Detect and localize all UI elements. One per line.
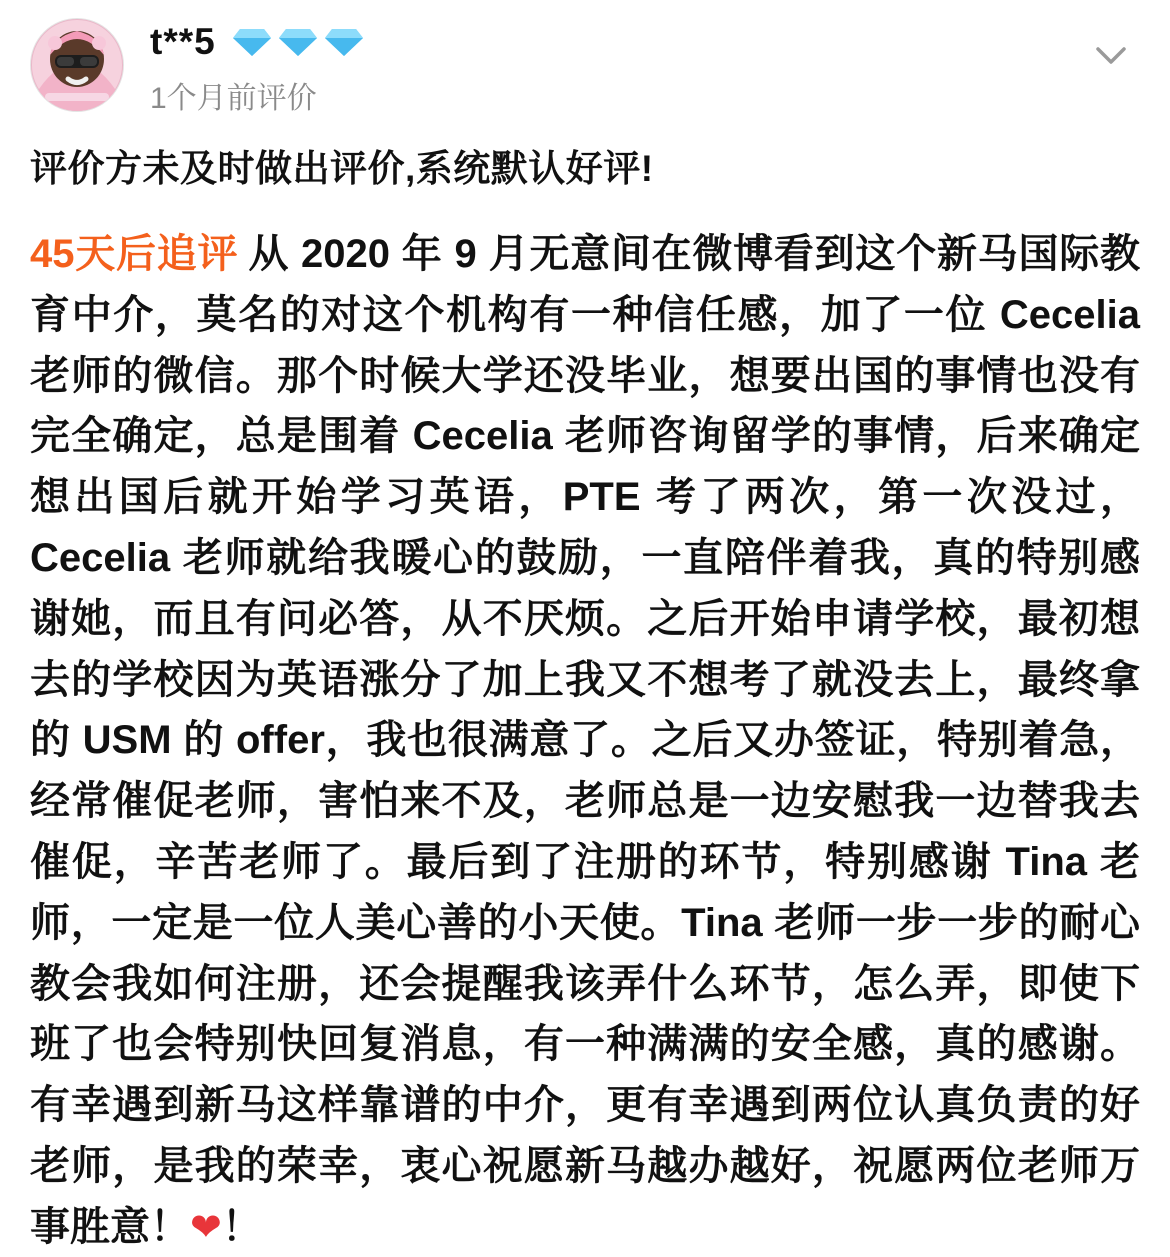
review-date: 1个月前评价 <box>150 81 317 115</box>
followup-review <box>30 224 1140 1257</box>
avatar[interactable] <box>30 18 124 112</box>
name-line <box>150 22 364 63</box>
user-name: t**5 <box>150 21 216 62</box>
review-header <box>30 14 1140 122</box>
chevron-down-icon[interactable] <box>1088 32 1134 78</box>
diamond-icon <box>324 27 364 57</box>
header-text <box>150 14 364 117</box>
diamond-icon <box>278 27 318 57</box>
diamond-icon <box>232 27 272 57</box>
heart-emoji: ❤ <box>190 1206 222 1249</box>
default-praise-text: 评价方未及时做出评价,系统默认好评! <box>30 148 654 189</box>
followup-tag: 45天后追评 <box>30 231 239 276</box>
trailing-text: ！ <box>221 1204 262 1249</box>
followup-text: 从 2020 年 9 月无意间在微博看到这个新马国际教育中介，莫名的对这个机构有一种信任感，加了一位 Cecelia 老师的微信。那个时候大学还没毕业，想要出国的事情也没有完全确定，总是围着 Cecelia 老师咨询留学的事情，后来确定想出国后就开始学习英语，PTE 考了两次，第一次没过，Cecelia 老师就给我暖心的鼓励，一直陪伴着我，真的特别感谢她，而且有问必答，从不厌烦。之后开始申请学校，最初想去的学校因为英语涨分了加上我又不想考了就没去上，最终拿的 USM 的 offer，我也很满意了。之后又办签证，特别着急，经常催促老师，害怕来不及，老师总是一边安慰我一边替我去催促，辛苦老师了。最后到了注册的环节，特别感谢 Tina 老师，一定是一位人美心善的小天使。Tina 老师一步一步的耐心教会我如何注册，还会提醒我该弄什么环节，怎么弄，即使下班了也会特别快回复消息，有一种满满的安全感，真的感谢。有幸遇到新马这样靠谱的中介，更有幸遇到两位认真负责的好老师，是我的荣幸，衷心祝愿新马越办越好，祝愿两位老师万事胜意！ <box>30 231 1140 1249</box>
level-badges <box>232 27 364 57</box>
